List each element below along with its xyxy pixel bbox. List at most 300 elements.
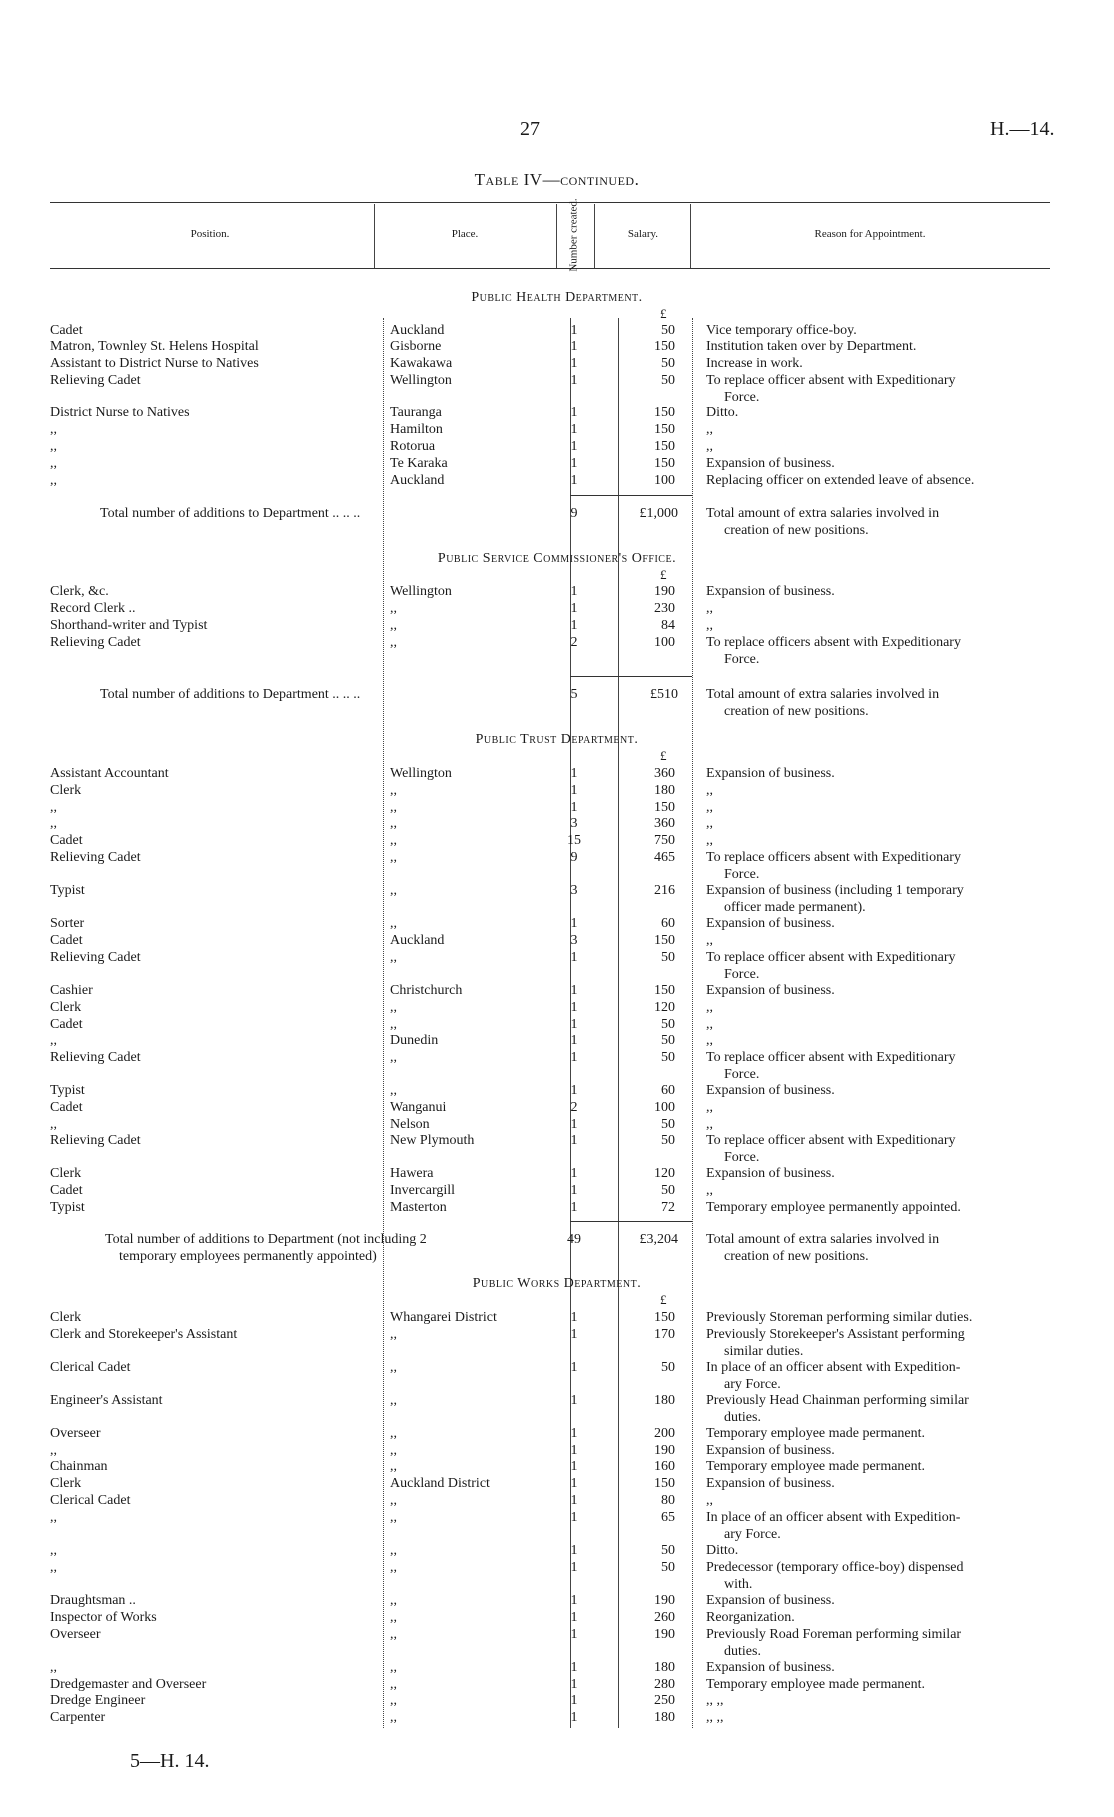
total-rule xyxy=(570,676,618,677)
reason-text: ,, xyxy=(706,816,713,831)
reason-text: Previously Storekeeper's Assistant performing xyxy=(706,1327,965,1342)
section-title: Public Trust Department. xyxy=(475,732,639,747)
place-cell: ,, xyxy=(390,1543,397,1558)
column-rule xyxy=(383,318,384,1728)
reason-cell xyxy=(706,982,1046,999)
reason-continuation: Force. xyxy=(724,1067,760,1082)
number-cell: 1 xyxy=(570,1426,578,1441)
reason-cell xyxy=(706,882,1046,916)
position-cell: Chainman xyxy=(50,1459,108,1474)
number-cell: 1 xyxy=(570,356,578,371)
reason-cell xyxy=(706,421,1046,438)
reason-text: Expansion of business. xyxy=(706,1593,835,1608)
number-cell: 9 xyxy=(570,850,578,865)
reason-text: Previously Road Foreman performing similar xyxy=(706,1627,962,1642)
salary-cell: 170 xyxy=(654,1327,675,1342)
position-cell: Typist xyxy=(50,1200,85,1215)
total-reason-continuation: creation of new positions. xyxy=(724,704,869,719)
reason-cell xyxy=(706,322,1046,339)
place-cell: Gisborne xyxy=(390,339,442,354)
reason-cell xyxy=(706,1182,1046,1199)
number-cell: 1 xyxy=(570,1610,578,1625)
reason-text: Previously Storeman performing similar duties. xyxy=(706,1310,973,1325)
reason-text: Institution taken over by Department. xyxy=(706,339,917,354)
place-cell: Whangarei District xyxy=(390,1310,497,1325)
salary-cell: 250 xyxy=(654,1693,675,1708)
reason-text: Increase in work. xyxy=(706,356,803,371)
reason-cell xyxy=(706,1458,1046,1475)
reason-cell xyxy=(706,1425,1046,1442)
reason-cell xyxy=(706,1676,1046,1693)
salary-cell: 50 xyxy=(661,373,675,388)
number-cell: 1 xyxy=(570,1017,578,1032)
place-cell: Invercargill xyxy=(390,1183,456,1198)
reason-cell xyxy=(706,372,1046,406)
reason-cell xyxy=(706,1309,1046,1326)
place-cell: Te Karaka xyxy=(390,456,448,471)
reason-text: ,, xyxy=(706,1493,713,1508)
position-cell: Dredge Engineer xyxy=(50,1693,146,1708)
salary-cell: 216 xyxy=(654,883,675,898)
salary-cell: 200 xyxy=(654,1426,675,1441)
place-cell: ,, xyxy=(390,800,397,815)
number-cell: 1 xyxy=(570,1660,578,1675)
position-cell: District Nurse to Natives xyxy=(50,405,190,420)
reason-cell xyxy=(706,1559,1046,1593)
reason-cell xyxy=(706,1492,1046,1509)
position-cell: ,, xyxy=(50,1660,57,1675)
total-reason-text: Total amount of extra salaries involved in xyxy=(706,687,940,702)
salary-cell: 120 xyxy=(654,1166,675,1181)
place-cell: ,, xyxy=(390,816,397,831)
place-cell: ,, xyxy=(390,950,397,965)
total-number: 9 xyxy=(570,506,578,521)
reason-text: Ditto. xyxy=(706,1543,739,1558)
place-cell: Hawera xyxy=(390,1166,434,1181)
column-header-number-text: Number created. xyxy=(568,198,581,272)
number-cell: 1 xyxy=(570,1443,578,1458)
place-cell: ,, xyxy=(390,618,397,633)
reason-cell xyxy=(706,455,1046,472)
total-rule xyxy=(618,676,692,677)
salary-cell: 50 xyxy=(661,1033,675,1048)
position-cell: Clerical Cadet xyxy=(50,1493,131,1508)
number-cell: 3 xyxy=(570,883,578,898)
place-cell: ,, xyxy=(390,783,397,798)
place-cell: Auckland xyxy=(390,323,445,338)
place-cell: ,, xyxy=(390,1393,397,1408)
salary-cell: 150 xyxy=(654,339,675,354)
number-cell: 1 xyxy=(570,1083,578,1098)
total-reason-continuation: creation of new positions. xyxy=(724,523,869,538)
reason-text: Expansion of business. xyxy=(706,1476,835,1491)
position-cell: Typist xyxy=(50,883,85,898)
position-cell: ,, xyxy=(50,1543,57,1558)
position-cell: Relieving Cadet xyxy=(50,950,141,965)
total-label xyxy=(100,686,560,703)
place-cell: Wellington xyxy=(390,373,452,388)
reason-text: Expansion of business. xyxy=(706,1166,835,1181)
place-cell: ,, xyxy=(390,1693,397,1708)
place-cell: ,, xyxy=(390,1017,397,1032)
salary-cell: 465 xyxy=(654,850,675,865)
reason-continuation: with. xyxy=(724,1577,753,1592)
total-label xyxy=(105,1231,567,1265)
reason-text: ,, xyxy=(706,800,713,815)
salary-cell: 150 xyxy=(654,456,675,471)
number-cell: 1 xyxy=(570,1117,578,1132)
position-cell: Clerk xyxy=(50,783,82,798)
number-cell: 1 xyxy=(570,1627,578,1642)
total-rule xyxy=(618,495,692,496)
reason-text: Expansion of business. xyxy=(706,584,835,599)
number-cell: 2 xyxy=(570,1100,578,1115)
position-cell: Cadet xyxy=(50,1100,83,1115)
salary-cell: 150 xyxy=(654,933,675,948)
number-cell: 1 xyxy=(570,339,578,354)
place-cell: ,, xyxy=(390,635,397,650)
number-cell: 1 xyxy=(570,1510,578,1525)
position-cell: Cadet xyxy=(50,933,83,948)
place-cell: ,, xyxy=(390,1000,397,1015)
position-cell: Typist xyxy=(50,1083,85,1098)
number-cell: 1 xyxy=(570,1310,578,1325)
position-cell: Clerk, &c. xyxy=(50,584,109,599)
number-cell: 1 xyxy=(570,1710,578,1725)
salary-cell: 150 xyxy=(654,1476,675,1491)
number-cell: 1 xyxy=(570,422,578,437)
place-cell: Masterton xyxy=(390,1200,447,1215)
total-salary: £510 xyxy=(650,687,678,702)
reason-text: Expansion of business. xyxy=(706,456,835,471)
header-divider xyxy=(594,204,595,268)
reason-text: Temporary employee made permanent. xyxy=(706,1426,926,1441)
salary-cell: 180 xyxy=(654,1710,675,1725)
salary-cell: 190 xyxy=(654,1627,675,1642)
reason-text: To replace officer absent with Expeditionary xyxy=(706,950,956,965)
reason-text: To replace officer absent with Expeditionary xyxy=(706,1133,956,1148)
salary-cell: 360 xyxy=(654,766,675,781)
place-cell: ,, xyxy=(390,1627,397,1642)
place-cell: Tauranga xyxy=(390,405,442,420)
reason-cell xyxy=(706,1359,1046,1393)
salary-cell: 50 xyxy=(661,1560,675,1575)
reason-cell xyxy=(706,1049,1046,1083)
total-reason-text: Total amount of extra salaries involved in xyxy=(706,1232,940,1247)
header-divider xyxy=(374,204,375,268)
number-cell: 1 xyxy=(570,1166,578,1181)
position-cell: Clerk and Storekeeper's Assistant xyxy=(50,1327,238,1342)
position-cell: ,, xyxy=(50,816,57,831)
position-cell: Overseer xyxy=(50,1627,101,1642)
reason-cell xyxy=(706,765,1046,782)
place-cell: Rotorua xyxy=(390,439,436,454)
position-cell: ,, xyxy=(50,473,57,488)
salary-cell: 150 xyxy=(654,439,675,454)
position-cell: Clerical Cadet xyxy=(50,1360,131,1375)
salary-cell: 150 xyxy=(654,983,675,998)
reason-text: ,, xyxy=(706,1033,713,1048)
salary-cell: 160 xyxy=(654,1459,675,1474)
column-header-number xyxy=(556,198,592,272)
place-cell: ,, xyxy=(390,1360,397,1375)
salary-cell: 50 xyxy=(661,950,675,965)
reason-text: Replacing officer on extended leave of absence. xyxy=(706,473,975,488)
column-header-reason: Reason for Appointment. xyxy=(814,228,926,240)
reason-cell xyxy=(706,1709,1046,1726)
reason-cell xyxy=(706,949,1046,983)
place-cell: Wanganui xyxy=(390,1100,447,1115)
salary-cell: 50 xyxy=(661,1360,675,1375)
total-rule xyxy=(570,1221,618,1222)
place-cell: Nelson xyxy=(390,1117,430,1132)
reason-cell xyxy=(706,1392,1046,1426)
reason-cell xyxy=(706,1609,1046,1626)
reason-cell xyxy=(706,1032,1046,1049)
table-title: Table IV—continued. xyxy=(474,170,640,189)
number-cell: 1 xyxy=(570,1183,578,1198)
reason-continuation: Force. xyxy=(724,867,760,882)
position-cell: ,, xyxy=(50,1510,57,1525)
number-cell: 1 xyxy=(570,1493,578,1508)
position-cell: Clerk xyxy=(50,1000,82,1015)
total-reason xyxy=(706,686,1046,720)
reason-text: ,, xyxy=(706,933,713,948)
reason-cell xyxy=(706,1475,1046,1492)
section-title: Public Works Department. xyxy=(472,1276,642,1291)
salary-cell: 50 xyxy=(661,1543,675,1558)
reason-text: ,, xyxy=(706,1117,713,1132)
salary-cell: 65 xyxy=(661,1510,675,1525)
reason-cell xyxy=(706,1132,1046,1166)
position-cell: Cashier xyxy=(50,983,93,998)
total-reason-text: Total amount of extra salaries involved in xyxy=(706,506,940,521)
number-cell: 1 xyxy=(570,983,578,998)
salary-cell: 72 xyxy=(661,1200,675,1215)
reason-cell xyxy=(706,1592,1046,1609)
reason-cell xyxy=(706,1326,1046,1360)
place-cell: ,, xyxy=(390,1593,397,1608)
number-cell: 1 xyxy=(570,1459,578,1474)
position-cell: ,, xyxy=(50,800,57,815)
total-label-continuation: temporary employees permanently appointed) xyxy=(119,1249,377,1264)
number-cell: 1 xyxy=(570,439,578,454)
number-cell: 1 xyxy=(570,1393,578,1408)
salary-cell: 50 xyxy=(661,1017,675,1032)
position-cell: Engineer's Assistant xyxy=(50,1393,163,1408)
place-cell: Auckland xyxy=(390,933,445,948)
reason-cell xyxy=(706,1082,1046,1099)
section-title: Public Health Department. xyxy=(471,290,643,305)
reason-text: Vice temporary office-boy. xyxy=(706,323,857,338)
salary-cell: 180 xyxy=(654,1660,675,1675)
place-cell: ,, xyxy=(390,1560,397,1575)
place-cell: ,, xyxy=(390,883,397,898)
salary-cell: 60 xyxy=(661,916,675,931)
position-cell: Relieving Cadet xyxy=(50,850,141,865)
reason-cell xyxy=(706,355,1046,372)
header-bottom-rule xyxy=(50,268,1050,269)
number-cell: 1 xyxy=(570,783,578,798)
reason-text: ,, xyxy=(706,1017,713,1032)
salary-cell: 120 xyxy=(654,1000,675,1015)
number-cell: 2 xyxy=(570,635,578,650)
position-cell: Clerk xyxy=(50,1310,82,1325)
number-cell: 1 xyxy=(570,1693,578,1708)
reason-cell xyxy=(706,1199,1046,1216)
salary-cell: 280 xyxy=(654,1677,675,1692)
number-cell: 1 xyxy=(570,1050,578,1065)
place-cell: ,, xyxy=(390,1660,397,1675)
reason-text: Temporary employee made permanent. xyxy=(706,1677,926,1692)
header-divider xyxy=(690,204,691,268)
position-cell: Relieving Cadet xyxy=(50,373,141,388)
reason-continuation: Force. xyxy=(724,967,760,982)
position-cell: Sorter xyxy=(50,916,85,931)
salary-cell: 150 xyxy=(654,405,675,420)
pound-sign: £ xyxy=(660,306,667,321)
reason-text: ,, xyxy=(706,601,713,616)
reason-text: To replace officer absent with Expeditionary xyxy=(706,373,956,388)
total-number: 5 xyxy=(570,687,578,702)
place-cell: ,, xyxy=(390,1510,397,1525)
number-cell: 1 xyxy=(570,1033,578,1048)
reason-cell xyxy=(706,600,1046,617)
place-cell: Hamilton xyxy=(390,422,443,437)
position-cell: Cadet xyxy=(50,1183,83,1198)
salary-cell: 150 xyxy=(654,1310,675,1325)
page-reference: H.—14. xyxy=(990,118,1055,140)
salary-cell: 100 xyxy=(654,1100,675,1115)
reason-text: Expansion of business (including 1 temporary xyxy=(706,883,964,898)
position-cell: Dredgemaster and Overseer xyxy=(50,1677,207,1692)
reason-cell xyxy=(706,634,1046,668)
number-cell: 3 xyxy=(570,816,578,831)
reason-text: In place of an officer absent with Expedition- xyxy=(706,1360,961,1375)
position-cell: Relieving Cadet xyxy=(50,1050,141,1065)
salary-cell: 260 xyxy=(654,1610,675,1625)
position-cell: Clerk xyxy=(50,1476,82,1491)
salary-cell: 150 xyxy=(654,800,675,815)
reason-cell xyxy=(706,915,1046,932)
place-cell: ,, xyxy=(390,601,397,616)
position-cell: ,, xyxy=(50,1560,57,1575)
place-cell: ,, xyxy=(390,1610,397,1625)
reason-text: To replace officers absent with Expeditionary xyxy=(706,850,961,865)
salary-cell: 180 xyxy=(654,783,675,798)
reason-text: Expansion of business. xyxy=(706,983,835,998)
reason-text: ,, xyxy=(706,1183,713,1198)
reason-text: Ditto. xyxy=(706,405,739,420)
header-top-rule xyxy=(50,202,1050,203)
reason-text: ,, xyxy=(706,783,713,798)
salary-cell: 50 xyxy=(661,356,675,371)
number-cell: 1 xyxy=(570,1543,578,1558)
reason-text: In place of an officer absent with Expedition- xyxy=(706,1510,961,1525)
reason-text: ,, xyxy=(706,618,713,633)
salary-cell: 60 xyxy=(661,1083,675,1098)
total-reason-continuation: creation of new positions. xyxy=(724,1249,869,1264)
place-cell: ,, xyxy=(390,1443,397,1458)
section-title: Public Service Commissioner's Office. xyxy=(437,551,677,566)
position-cell: Shorthand-writer and Typist xyxy=(50,618,208,633)
reason-text: ,, ,, xyxy=(706,1710,724,1725)
place-cell: ,, xyxy=(390,1493,397,1508)
reason-cell xyxy=(706,583,1046,600)
reason-cell xyxy=(706,1016,1046,1033)
reason-cell xyxy=(706,1626,1046,1660)
salary-cell: 50 xyxy=(661,1050,675,1065)
position-cell: Cadet xyxy=(50,323,83,338)
reason-continuation: Force. xyxy=(724,1150,760,1165)
reason-cell xyxy=(706,404,1046,421)
total-salary: £1,000 xyxy=(639,506,678,521)
place-cell: ,, xyxy=(390,850,397,865)
reason-text: Expansion of business. xyxy=(706,766,835,781)
reason-cell xyxy=(706,1116,1046,1133)
reason-cell xyxy=(706,1099,1046,1116)
number-cell: 1 xyxy=(570,1476,578,1491)
reason-cell xyxy=(706,815,1046,832)
number-cell: 1 xyxy=(570,405,578,420)
number-cell: 1 xyxy=(570,323,578,338)
total-label-text: Total number of additions to Department (not including 2 xyxy=(105,1232,427,1247)
place-cell: ,, xyxy=(390,1050,397,1065)
reason-cell xyxy=(706,617,1046,634)
salary-cell: 100 xyxy=(654,473,675,488)
number-cell: 1 xyxy=(570,1593,578,1608)
place-cell: Auckland District xyxy=(390,1476,490,1491)
place-cell: ,, xyxy=(390,1327,397,1342)
position-cell: ,, xyxy=(50,1117,57,1132)
place-cell: ,, xyxy=(390,1083,397,1098)
salary-cell: 750 xyxy=(654,833,675,848)
place-cell: ,, xyxy=(390,1459,397,1474)
reason-text: ,, xyxy=(706,1000,713,1015)
salary-cell: 360 xyxy=(654,816,675,831)
column-rule xyxy=(692,318,693,1728)
place-cell: ,, xyxy=(390,916,397,931)
position-cell: Relieving Cadet xyxy=(50,1133,141,1148)
place-cell: ,, xyxy=(390,1426,397,1441)
reason-cell xyxy=(706,1165,1046,1182)
number-cell: 1 xyxy=(570,584,578,599)
place-cell: Dunedin xyxy=(390,1033,439,1048)
salary-cell: 230 xyxy=(654,601,675,616)
reason-text: To replace officers absent with Expeditionary xyxy=(706,635,961,650)
salary-cell: 50 xyxy=(661,1117,675,1132)
salary-cell: 80 xyxy=(661,1493,675,1508)
reason-text: ,, xyxy=(706,422,713,437)
place-cell: ,, xyxy=(390,833,397,848)
reason-continuation: duties. xyxy=(724,1644,761,1659)
column-header-salary: Salary. xyxy=(627,228,659,240)
place-cell: Wellington xyxy=(390,766,452,781)
reason-continuation: Force. xyxy=(724,652,760,667)
number-cell: 1 xyxy=(570,916,578,931)
reason-cell xyxy=(706,472,1046,489)
salary-cell: 180 xyxy=(654,1393,675,1408)
page-footer: 5—H. 14. xyxy=(130,1750,210,1772)
number-cell: 1 xyxy=(570,800,578,815)
reason-cell xyxy=(706,1542,1046,1559)
reason-text: Expansion of business. xyxy=(706,1083,835,1098)
number-cell: 1 xyxy=(570,950,578,965)
salary-cell: 190 xyxy=(654,1593,675,1608)
reason-cell xyxy=(706,338,1046,355)
pound-sign: £ xyxy=(660,748,667,763)
position-cell: Carpenter xyxy=(50,1710,106,1725)
